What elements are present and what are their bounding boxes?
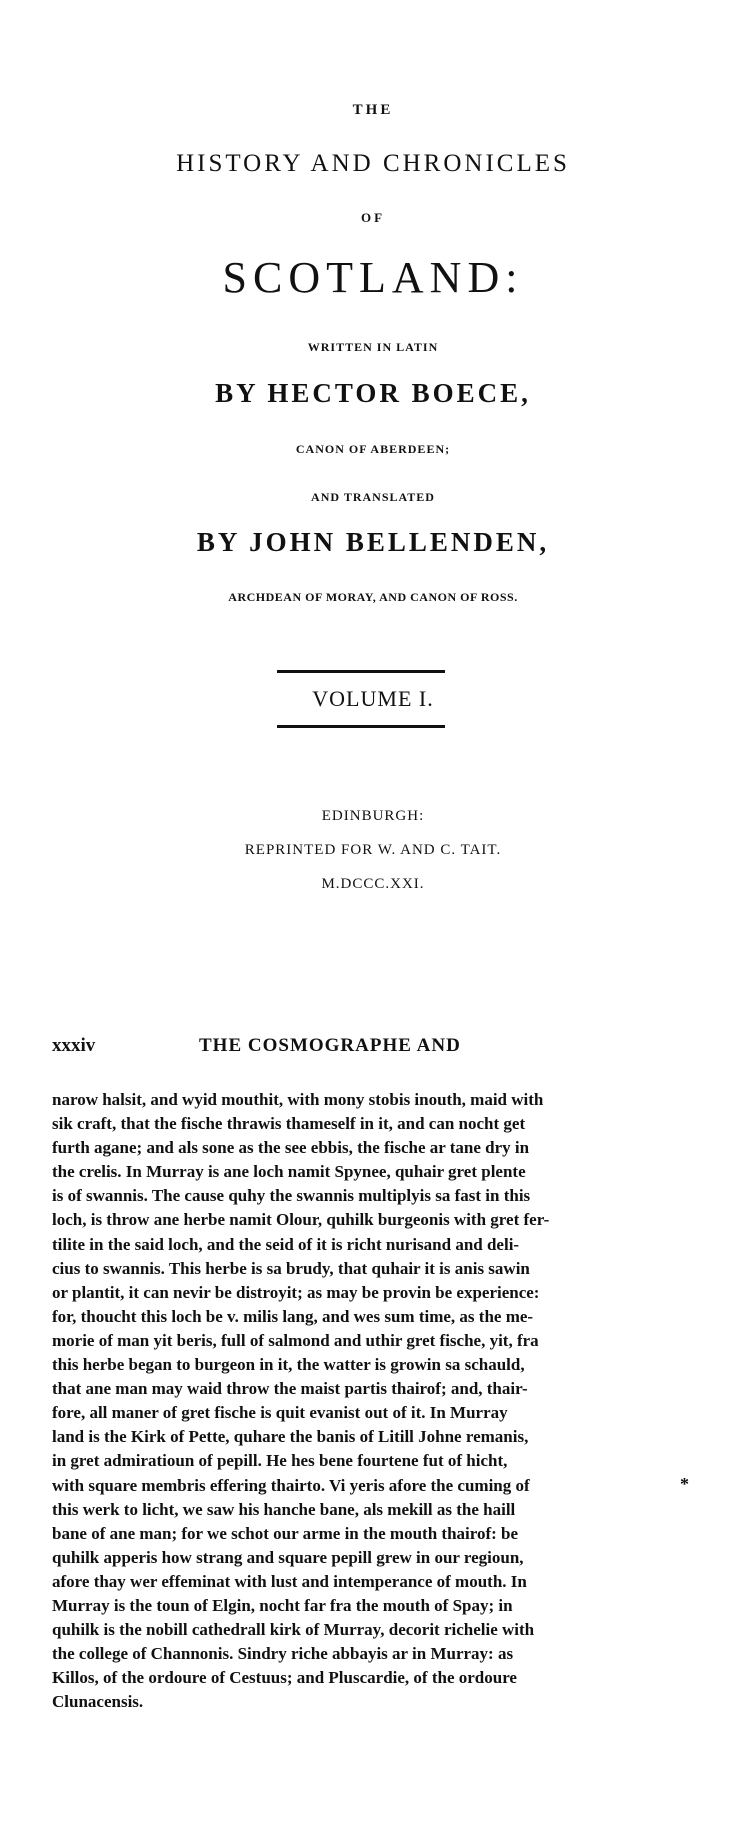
text-line: this werk to licht, we saw his hanche bane, als mekill as the haill bbox=[52, 1499, 516, 1519]
title-scotland: SCOTLAND: bbox=[222, 253, 524, 302]
text-line: sik craft, that the fische thrawis thameself in it, and can nocht get bbox=[52, 1114, 526, 1134]
text-line: this herbe began to burgeon in it, the watter is growin sa schauld, bbox=[52, 1355, 525, 1375]
text-line: land is the Kirk of Pette, quhare the banis of Litill Johne remanis, bbox=[52, 1427, 529, 1447]
imprint-place: EDINBURGH: bbox=[321, 808, 425, 824]
text-line: that ane man may waid throw the maist partis thairof; and, thair- bbox=[52, 1379, 528, 1399]
text-line: the college of Channonis. Sindry riche abbayis ar in Murray: as bbox=[52, 1644, 514, 1664]
text-line: narow halsit, and wyid mouthit, with mony stobis inouth, maid with bbox=[52, 1090, 544, 1109]
page-number: xxxiv bbox=[52, 1035, 96, 1056]
running-head: THE COSMOGRAPHE AND bbox=[199, 1035, 461, 1056]
text-line: the crelis. In Murray is ane loch namit Spynee, quhair gret plente bbox=[52, 1162, 526, 1182]
text-line: quhilk is the nobill cathedrall kirk of Murray, decorit richelie with bbox=[52, 1620, 535, 1640]
title-the: THE bbox=[352, 102, 394, 118]
text-line: in gret admiratioun of pepill. He hes bene fourtene fut of hicht, bbox=[52, 1451, 508, 1471]
title-and-translated: AND TRANSLATED bbox=[311, 490, 435, 504]
title-author-office: CANON OF ABERDEEN; bbox=[295, 442, 451, 456]
text-line: fore, all maner of gret fische is quit evanist out of it. In Murray bbox=[52, 1403, 508, 1423]
title-translator: BY JOHN BELLENDEN, bbox=[196, 527, 550, 557]
title-of: OF bbox=[360, 210, 386, 225]
text-line: quhilk apperis how strang and square pepill grew in our regioun, bbox=[52, 1547, 524, 1567]
text-line: loch, is throw ane herbe namit Olour, quhilk burgeonis with gret fer- bbox=[52, 1210, 550, 1230]
title-written-in-latin: WRITTEN IN LATIN bbox=[307, 340, 439, 354]
title-volume: VOLUME I. bbox=[312, 686, 434, 711]
text-line: morie of man yit beris, full of salmond and uthir gret fische, yit, fra bbox=[52, 1330, 539, 1350]
text-line: cius to swannis. This herbe is sa brudy, that quhair it is anis sawin bbox=[52, 1258, 530, 1278]
text-line: or plantit, it can nevir be distroyit; as may be provin be experience: bbox=[52, 1282, 540, 1302]
text-line: Killos, of the ordoure of Cestuus; and Pluscardie, of the ordoure bbox=[52, 1668, 517, 1688]
title-history: HISTORY AND CHRONICLES bbox=[176, 150, 570, 177]
body-text bbox=[52, 1088, 652, 1714]
title-translator-office: ARCHDEAN OF MORAY, AND CANON OF ROSS. bbox=[228, 590, 518, 604]
volume-rule-top bbox=[277, 670, 445, 673]
margin-asterisk: * bbox=[680, 1474, 689, 1494]
imprint-printer: REPRINTED FOR W. AND C. TAIT. bbox=[244, 842, 502, 858]
volume-rule-bottom bbox=[277, 725, 445, 728]
title-author: BY HECTOR BOECE, bbox=[215, 378, 531, 408]
text-line: for, thoucht this loch be v. milis lang, and wes sum time, as the me- bbox=[52, 1306, 534, 1326]
text-line: with square membris effering thairto. Vi yeris afore the cuming of bbox=[52, 1475, 530, 1495]
text-line: afore thay wer effeminat with lust and intemperance of mouth. In bbox=[52, 1571, 527, 1591]
text-line: is of swannis. The cause quhy the swannis multiplyis sa fast in this bbox=[52, 1186, 531, 1206]
text-line: furth agane; and als sone as the see ebbis, the fische ar tane dry in bbox=[52, 1138, 530, 1158]
text-line: Clunacensis. bbox=[52, 1692, 144, 1712]
text-line: tilite in the said loch, and the seid of it is richt nurisand and deli- bbox=[52, 1234, 520, 1254]
text-line: bane of ane man; for we schot our arme in the mouth thairof: be bbox=[52, 1523, 519, 1543]
imprint-date: M.DCCC.XXI. bbox=[321, 876, 425, 892]
text-line: Murray is the toun of Elgin, nocht far fra the mouth of Spay; in bbox=[52, 1595, 513, 1615]
